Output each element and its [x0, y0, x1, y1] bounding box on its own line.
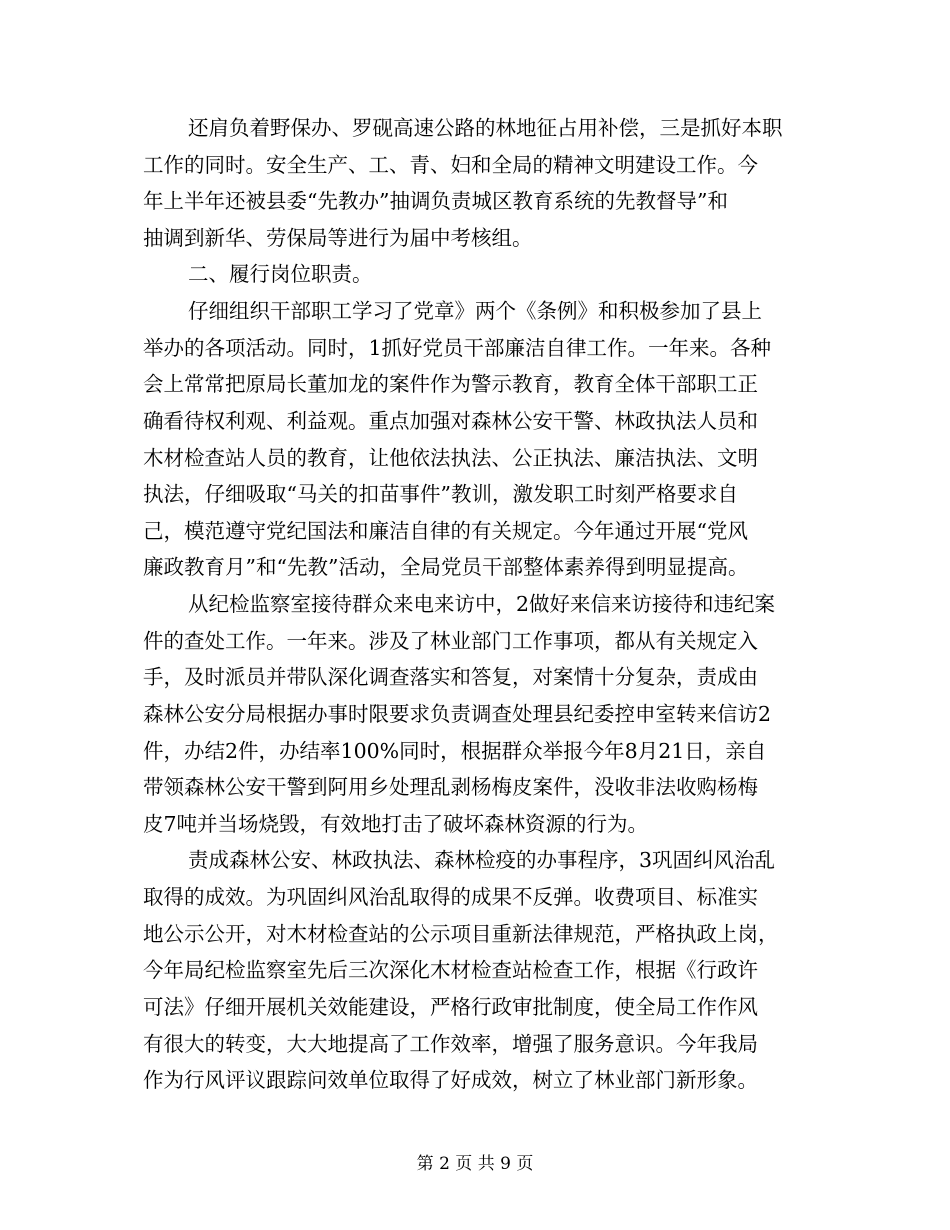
text-line: 森林公安分局根据办事时限要求负责调查处理县纪委控申室转来信访2	[143, 702, 772, 726]
text-line: 木材检查站人员的教育，让他依法执法、公正执法、廉洁执法、文明	[143, 446, 758, 470]
page-number-footer: 第 2 页 共 9 页	[416, 1154, 534, 1174]
text-line: 举办的各项活动。同时，1抓好党员干部廉洁自律工作。一年来。各种	[143, 336, 772, 360]
text-line: 取得的成效。为巩固纠风治乱取得的成果不反弹。收费项目、标准实	[143, 885, 758, 909]
text-line: 可法》仔细开展机关效能建设，严格行政审批制度，使全局工作作风	[143, 995, 758, 1019]
text-line: 执法，仔细吸取“马关的扣苗事件”教训，激发职工时刻严格要求自	[143, 482, 738, 506]
text-line: 件，办结2件，办结率100%同时，根据群众举报今年8月21日，亲自	[143, 739, 767, 763]
text-line: 作为行风评议跟踪问效单位取得了好成效，树立了林业部门新形象。	[143, 1068, 758, 1092]
text-line: 地公示公开，对木材检查站的公示项目重新法律规范，严格执政上岗，	[143, 922, 779, 946]
text-line: 今年局纪检监察室先后三次深化木材检查站检查工作，根据《行政许	[143, 958, 758, 982]
text-line: 确看待权利观、利益观。重点加强对森林公安干警、林政执法人员和	[143, 409, 758, 433]
text-line: 还肩负着野保办、罗砚高速公路的林地征占用补偿，三是抓好本职	[188, 116, 783, 140]
text-line: 有很大的转变，大大地提高了工作效率，增强了服务意识。今年我局	[143, 1032, 758, 1056]
text-line: 己，模范遵守党纪国法和廉洁自律的有关规定。今年通过开展“党风	[143, 519, 748, 543]
text-line: 会上常常把原局长董加龙的案件作为警示教育，教育全体干部职工正	[143, 372, 758, 396]
text-line: 皮7吨并当场烧毁，有效地打击了破坏森林资源的行为。	[143, 812, 649, 836]
text-line: 仔细组织干部职工学习了党章》两个《条例》和积极参加了县上	[188, 299, 762, 323]
text-line: 廉政教育月”和“先教”活动，全局党员干部整体素养得到明显提高。	[143, 555, 749, 579]
text-line: 从纪检监察室接待群众来电来访中，2做好来信来访接待和违纪案	[188, 592, 776, 616]
text-line: 工作的同时。安全生产、工、青、妇和全局的精神文明建设工作。今	[143, 153, 758, 177]
text-line: 抽调到新华、劳保局等进行为届中考核组。	[143, 226, 533, 250]
text-line: 带领森林公安干警到阿用乡处理乱剥杨梅皮案件，没收非法收购杨梅	[143, 775, 758, 799]
text-line: 责成森林公安、林政执法、森林检疫的办事程序，3巩固纠风治乱	[188, 848, 776, 872]
text-line: 年上半年还被县委“先教办”抽调负责城区教育系统的先教督导”和	[143, 189, 728, 213]
section-heading: 二、履行岗位职责。	[188, 262, 373, 286]
text-line: 件的查处工作。一年来。涉及了林业部门工作事项，都从有关规定入	[143, 629, 758, 653]
text-line: 手，及时派员并带队深化调查落实和答复，对案情十分复杂，责成由	[143, 665, 758, 689]
